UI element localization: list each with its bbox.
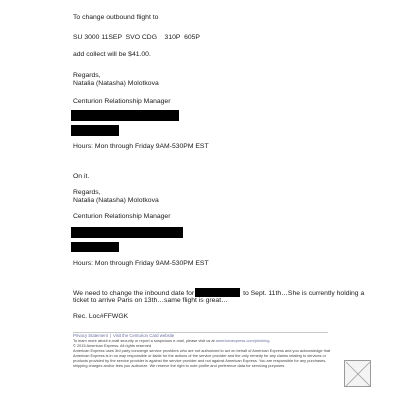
- signature-title: Centurion Relationship Manager: [73, 98, 171, 105]
- signature-name: Natalia (Natasha) Molotkova: [73, 197, 159, 204]
- footer-link-separator: |: [109, 333, 111, 338]
- privacy-statement-link[interactable]: Privacy Statement: [73, 333, 108, 338]
- redaction-bar: [71, 125, 119, 136]
- change-inbound-text-cont: to Sept. 11th…She is currently holding a: [243, 290, 365, 297]
- redaction-bar: [195, 288, 240, 297]
- signature-regards: Regards,: [73, 72, 101, 79]
- redaction-bar: [71, 227, 183, 238]
- footer-disclaimer-block: [73, 338, 335, 369]
- record-locator: Rec. Loc#FFWGK: [73, 313, 129, 320]
- phishing-link[interactable]: americanexpress.com/phishing.: [215, 338, 271, 343]
- centurion-website-link[interactable]: Visit the Centurion Card website: [113, 333, 175, 338]
- footer-report-text: To learn more about e-mail security or report a suspicious e-mail, please visit us at: [73, 338, 215, 343]
- body-line-change-outbound: To change outbound flight to: [73, 14, 159, 21]
- footer-disclaimer: American Express uses 3rd party concierge service providers who are not authorized to act on behalf of American Express and you acknowledge that American Express is in no way responsible or liable for the actions of the service provider and the only remedy for any claims relating to services or products provided by the service provider is against the service provider and not against American Express. You are responsible for any purchases, shipping charges and/or fees you authorize. We reserve the right to note profile and preference data for servicing purposes.: [73, 348, 331, 369]
- body-line-flight-details: SU 3000 11SEP SVO CDG 310P 605P: [73, 34, 200, 41]
- body-line-on-it: On it.: [73, 173, 90, 180]
- signature-title: Centurion Relationship Manager: [73, 213, 171, 220]
- signature-hours: Hours: Mon through Friday 9AM-530PM EST: [73, 143, 209, 150]
- redaction-bar: [71, 110, 179, 121]
- signature-regards: Regards,: [73, 189, 101, 196]
- broken-image-icon: [344, 360, 371, 387]
- redaction-bar: [71, 242, 119, 252]
- change-inbound-text: We need to change the inbound date for: [73, 290, 195, 297]
- signature-name: Natalia (Natasha) Molotkova: [73, 80, 159, 87]
- body-line-ticket-paris: ticket to arrive Paris on 13th…same flight is great…: [73, 297, 228, 304]
- footer-copyright: © 2015 American Express. All rights reserved: [73, 343, 152, 349]
- signature-hours: Hours: Mon through Friday 9AM-530PM EST: [73, 260, 209, 267]
- body-line-collect-amount: add collect will be $41.00.: [73, 51, 151, 58]
